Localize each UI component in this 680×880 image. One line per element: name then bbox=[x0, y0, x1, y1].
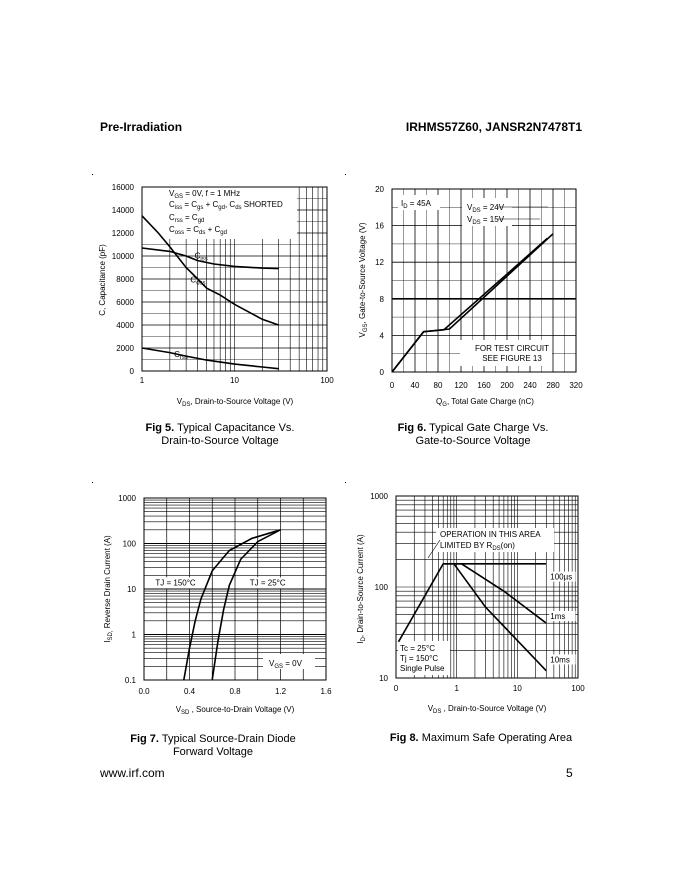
fig7-xtick-label: 0.4 bbox=[183, 687, 196, 696]
fig8-ytick-label: 1000 bbox=[370, 492, 388, 501]
fig8-xlabel: $V_{DS}$ , Drain-to-Source Voltage (V) bbox=[427, 704, 547, 715]
fig5-legend-line-4: $C_{oss} = C_{ds} + C_{gd}$ bbox=[169, 225, 227, 236]
fig8-tc-annotation: Tc = 25°C bbox=[400, 644, 435, 653]
fig7-caption bbox=[113, 733, 313, 759]
fig5-ylabel: C, Capacitance (pF) bbox=[98, 244, 107, 316]
footer-page-number: 5 bbox=[566, 766, 573, 780]
fig5-legend-line-3: $C_{rss} = C_{gd}$ bbox=[169, 213, 205, 224]
fig7-xtick-label: 0.8 bbox=[229, 687, 241, 696]
fig7-xtick-label: 1.6 bbox=[320, 687, 332, 696]
fig5-ytick-label: 14000 bbox=[111, 206, 134, 215]
fig6-xtick-label: 320 bbox=[569, 381, 583, 390]
fig6-xtick-label: 280 bbox=[546, 381, 560, 390]
fig5-ytick-label: 2000 bbox=[116, 344, 134, 353]
fig8-tj-annotation: Tj = 150°C bbox=[400, 654, 439, 663]
fig5-caption-fig: Fig 5. bbox=[145, 422, 175, 434]
fig5-legend-line-1: $V_{GS} = 0V$, f = 1 MHz bbox=[169, 189, 241, 200]
fig8-xtick-label: 10 bbox=[512, 684, 522, 693]
fig8-caption bbox=[365, 732, 597, 745]
fig6-ytick-label: 12 bbox=[375, 258, 384, 268]
fig6-ytick-label: 4 bbox=[379, 331, 384, 341]
fig6-test-annotation-2: SEE FIGURE 13 bbox=[482, 354, 542, 363]
fig6-caption-line1: Typical Gate Charge Vs. bbox=[429, 422, 549, 434]
fig8-series-10ms bbox=[454, 564, 546, 671]
fig6-id-annotation: $I_D = 45A$ bbox=[401, 199, 431, 210]
fig7-ytick-label: 1000 bbox=[118, 494, 136, 503]
fig5-caption-line1: Typical Capacitance Vs. bbox=[177, 422, 295, 434]
fig5-series-crss bbox=[142, 348, 279, 369]
fig8-xtick-label: 1 bbox=[454, 684, 459, 693]
fig5-ytick-label: 4000 bbox=[116, 321, 134, 330]
fig6-xtick-label: 200 bbox=[500, 381, 514, 390]
header-right: IRHMS57Z60, JANSR2N7478T1 bbox=[405, 120, 582, 134]
fig8-chart bbox=[350, 488, 595, 718]
fig7-vgs-annotation: $V_{GS} = 0V$ bbox=[269, 659, 302, 670]
fig8-xtick-label: 100 bbox=[571, 684, 585, 693]
fig8-ytick-label: 10 bbox=[379, 674, 388, 683]
fig6-xtick-label: 160 bbox=[477, 381, 491, 390]
fig5-caption-line2: Drain-to-Source Voltage bbox=[161, 435, 279, 447]
fig5-xtick-label: 100 bbox=[320, 376, 334, 385]
fig8-series-label-100us: 100µs bbox=[550, 572, 573, 582]
corner-mark bbox=[92, 174, 93, 175]
fig5-series-label-sub: iss bbox=[200, 256, 208, 263]
fig7-ytick-label: 1 bbox=[131, 630, 136, 640]
fig6-vds15-annotation: $V_{DS} = 15V$ bbox=[467, 215, 505, 226]
fig8-ylabel: $I_D$, Drain-to-Source Current (A) bbox=[356, 534, 367, 644]
fig6-xtick-label: 40 bbox=[410, 381, 420, 390]
fig5-series-label-sub: rss bbox=[179, 355, 188, 362]
fig7-grid bbox=[144, 498, 326, 680]
fig7-caption-line1: Typical Source-Drain Diode bbox=[161, 733, 296, 745]
fig6-xtick-label: 0 bbox=[389, 381, 395, 390]
fig5-series-label-crss: $C_{rss}$ bbox=[174, 350, 188, 362]
fig7-ytick-label: 10 bbox=[127, 585, 136, 594]
fig8-series-rds-limit bbox=[399, 564, 444, 642]
corner-mark bbox=[92, 482, 93, 483]
fig7-caption-fig: Fig 7. bbox=[130, 733, 159, 745]
fig5-ytick-label: 6000 bbox=[116, 298, 134, 307]
fig6-ytick-label: 0 bbox=[379, 368, 384, 377]
fig7-ytick-label: 0.1 bbox=[124, 676, 136, 685]
fig7-series-label-tj25: TJ = 25°C bbox=[249, 578, 286, 588]
fig8-pulse-annotation: Single Pulse bbox=[400, 664, 445, 673]
fig7-ytick-label: 100 bbox=[122, 539, 136, 549]
fig8-xtick-label: 0 bbox=[393, 684, 399, 693]
fig5-xlabel: $V_{DS}$, Drain-to-Source Voltage (V) bbox=[176, 397, 294, 408]
fig6-vds24-annotation: $V_{DS} = 24V$ bbox=[467, 203, 505, 214]
fig8-caption-fig: Fig 8. bbox=[389, 732, 419, 744]
fig6-xlabel: $Q_G$, Total Gate Charge (nC) bbox=[436, 397, 534, 408]
footer-url: www.irf.com bbox=[100, 766, 165, 780]
fig7-xtick-label: 0.0 bbox=[138, 687, 150, 696]
fig5-chart bbox=[95, 180, 340, 410]
corner-mark bbox=[345, 482, 346, 483]
fig8-series-label-10ms: 10ms bbox=[550, 655, 570, 665]
corner-mark bbox=[345, 174, 346, 175]
fig8-op-annotation-2: LIMITED BY $R_{DS}(on)$ bbox=[440, 541, 515, 552]
fig8-caption-line1: Maximum Safe Operating Area bbox=[421, 732, 573, 744]
fig7-ylabel: $I_{SD,}$ Reverse Drain Current (A) bbox=[103, 535, 114, 643]
fig8-series-label-1ms: 1ms bbox=[550, 612, 566, 622]
fig7-xlabel: $V_{SD}$ , Source-to-Drain Voltage (V) bbox=[175, 705, 295, 716]
fig5-ytick-label: 0 bbox=[129, 367, 134, 376]
fig5-ytick-label: 12000 bbox=[111, 229, 134, 238]
fig5-series-label-ciss: $C_{iss}$ bbox=[194, 251, 208, 263]
fig6-ylabel: $V_{GS}$, Gate-to-Source Voltage (V) bbox=[358, 222, 369, 338]
fig6-caption-fig: Fig 6. bbox=[397, 422, 427, 434]
fig5-ytick-label: 8000 bbox=[116, 275, 134, 284]
fig8-ytick-label: 100 bbox=[374, 583, 388, 592]
fig7-series-label-tj150: TJ = 150°C bbox=[155, 578, 196, 588]
fig6-caption-line2: Gate-to-Source Voltage bbox=[415, 435, 531, 447]
fig6-ytick-label: 8 bbox=[379, 294, 384, 304]
fig7-caption-line2: Forward Voltage bbox=[172, 746, 254, 758]
fig6-ytick-label: 20 bbox=[375, 185, 384, 194]
fig7-chart bbox=[95, 488, 340, 718]
fig5-caption bbox=[120, 422, 320, 448]
fig7-xtick-label: 1.2 bbox=[274, 687, 287, 696]
fig8-op-annotation-1: OPERATION IN THIS AREA bbox=[440, 530, 541, 539]
fig6-ytick-label: 16 bbox=[375, 221, 384, 231]
fig5-series-label-sub: oss bbox=[196, 280, 206, 287]
fig6-test-annotation-1: FOR TEST CIRCUIT bbox=[475, 344, 549, 353]
fig5-series-label-coss: $C_{oss}$ bbox=[190, 275, 206, 287]
fig5-ytick-label: 16000 bbox=[111, 183, 134, 192]
fig5-ytick-label: 10000 bbox=[111, 252, 134, 261]
fig5-legend-line-2: $C_{iss} = C_{gs} + C_{gd}$, $C_{ds}$ SHORTED bbox=[169, 200, 283, 211]
fig6-xtick-label: 240 bbox=[523, 381, 537, 390]
fig5-series-ciss bbox=[142, 248, 279, 269]
fig6-caption bbox=[373, 422, 573, 448]
fig6-xtick-label: 120 bbox=[454, 381, 468, 390]
fig5-xtick-label: 10 bbox=[230, 376, 239, 385]
header-left: Pre-Irradiation bbox=[100, 120, 183, 134]
fig6-chart bbox=[350, 180, 595, 410]
fig6-xtick-label: 80 bbox=[433, 381, 443, 390]
fig5-xtick-label: 1 bbox=[139, 376, 145, 385]
